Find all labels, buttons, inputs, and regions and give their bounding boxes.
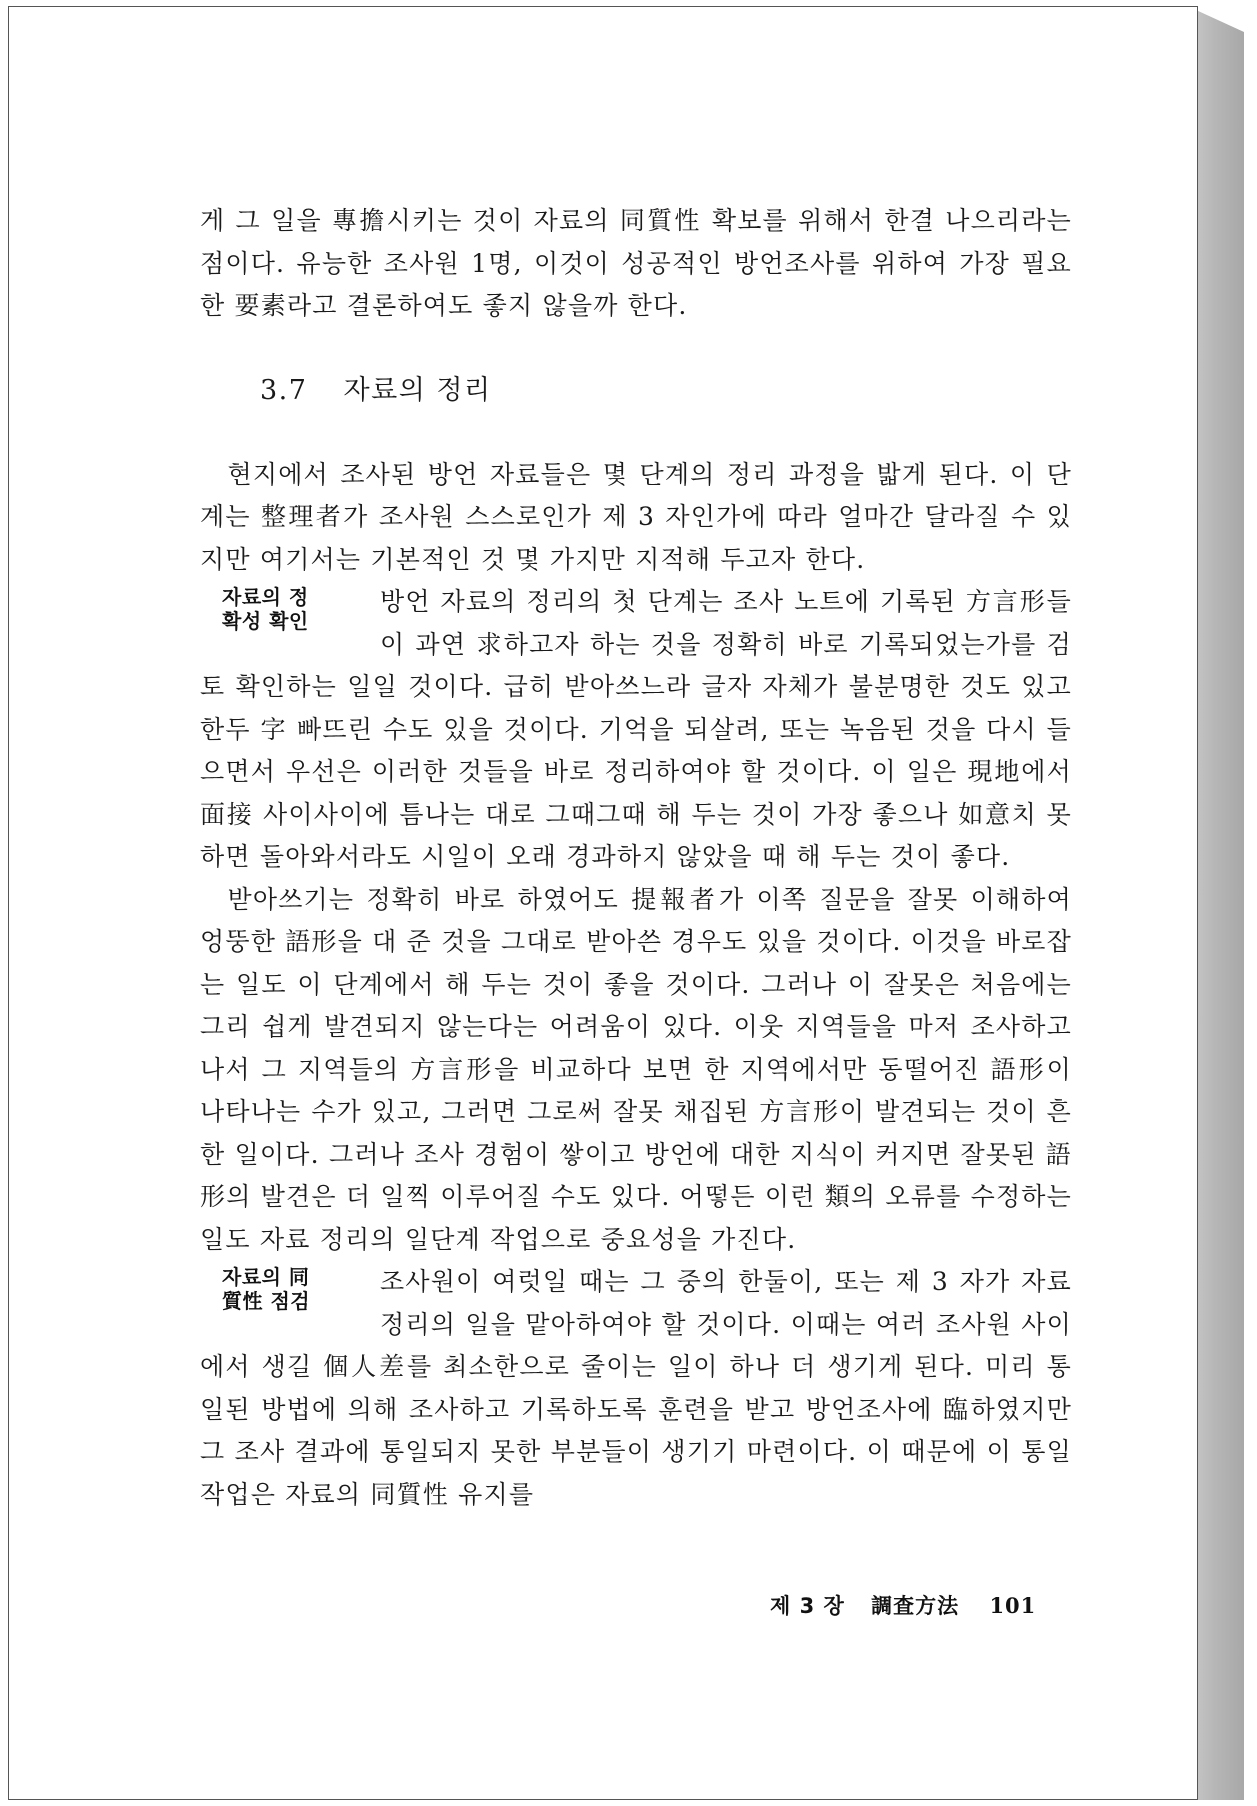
subsection-accuracy — [200, 581, 1072, 879]
side-note-line: 확성 확인 — [222, 609, 309, 633]
side-note-line: 자료의 同 — [222, 1265, 310, 1289]
subsection-homogeneity — [200, 1261, 1072, 1516]
side-note-homogeneity — [222, 1265, 352, 1313]
page-stack-edge — [1196, 10, 1244, 1800]
section-number: 3.7 — [260, 374, 308, 406]
page-body — [200, 200, 1072, 1516]
page-footer — [770, 1590, 1036, 1620]
paragraph-corrections: 받아쓰기는 정확히 바로 하였어도 提報者가 이쪽 질문을 잘못 이해하여 엉뚱한 語形을 대 준 것을 그대로 받아쓴 경우도 있을 것이다. 이것을 바로잡는 일도 이 단계에서 해 두는 것이 좋을 것이다. 그러나 이 잘못은 처음에는 그리 쉽게 발견되지 않는다는 어려움이 있다. 이웃 지역들을 마저 조사하고 나서 그 지역들의 方言形을 비교하다 보면 한 지역에서만 동떨어진 語形이 나타나는 수가 있고, 그러면 그로써 잘못 채집된 方言形이 발견되는 것이 흔한 일이다. 그러나 조사 경험이 쌓이고 방언에 대한 지식이 커지면 잘못된 語形의 발견은 더 일찍 이루어질 수도 있다. 어떻든 이런 類의 오류를 수정하는 일도 자료 정리의 일단계 작업으로 중요성을 가진다. — [200, 884, 1072, 1254]
footer-chapter-title: 調査方法 — [871, 1594, 960, 1618]
paragraph-accuracy: 방언 자료의 정리의 첫 단계는 조사 노트에 기록된 方言形들이 과연 求하고자 하는 것을 정확히 바로 기록되었는가를 검토 확인하는 일일 것이다. 급히 받아쓰느라 글자 자체가 불분명한 것도 있고 한두 字 빠뜨린 수도 있을 것이다. 기억을 되살려, 또는 녹음된 것을 다시 들으면서 우선은 이러한 것들을 바로 정리하여야 할 것이다. 이 일은 現地에서 面接 사이사이에 틈나는 대로 그때그때 해 두는 것이 가장 좋으나 如意치 못하면 돌아와서라도 시일이 오래 경과하지 않았을 때 해 두는 것이 좋다. — [200, 587, 1072, 871]
side-note-line: 자료의 정 — [222, 585, 309, 609]
paragraph-homogeneity: 조사원이 여럿일 때는 그 중의 한둘이, 또는 제 3 자가 자료 정리의 일을 맡아하여야 할 것이다. 이때는 여러 조사원 사이에서 생길 個人差를 최소한으로 줄이는 일이 하나 더 생기게 된다. 미리 통일된 방법에 의해 조사하고 기록하도록 훈련을 받고 방언조사에 臨하였지만 그 조사 결과에 통일되지 못한 부분들이 생기기 마련이다. 이 때문에 이 통일 작업은 자료의 同質性 유지를 — [200, 1267, 1072, 1509]
section-title: 자료의 정리 — [343, 374, 492, 406]
side-note-line: 質性 점검 — [222, 1289, 311, 1313]
side-note-accuracy — [222, 585, 352, 633]
section-heading — [260, 371, 1072, 411]
footer-chapter: 제 3 장 — [770, 1594, 845, 1618]
page-number: 101 — [989, 1593, 1037, 1618]
paragraph-intro: 게 그 일을 專擔시키는 것이 자료의 同質性 확보를 위해서 한결 나으리라는 점이다. 유능한 조사원 1명, 이것이 성공적인 방언조사를 위하여 가장 필요한 要素라고 결론하여도 좋지 않을까 한다. — [200, 206, 1072, 320]
paragraph-overview: 현지에서 조사된 방언 자료들은 몇 단계의 정리 과정을 밟게 된다. 이 단계는 整理者가 조사원 스스로인가 제 3 자인가에 따라 얼마간 달라질 수 있지만 여기서는 기본적인 것 몇 가지만 지적해 두고자 한다. — [200, 459, 1072, 574]
